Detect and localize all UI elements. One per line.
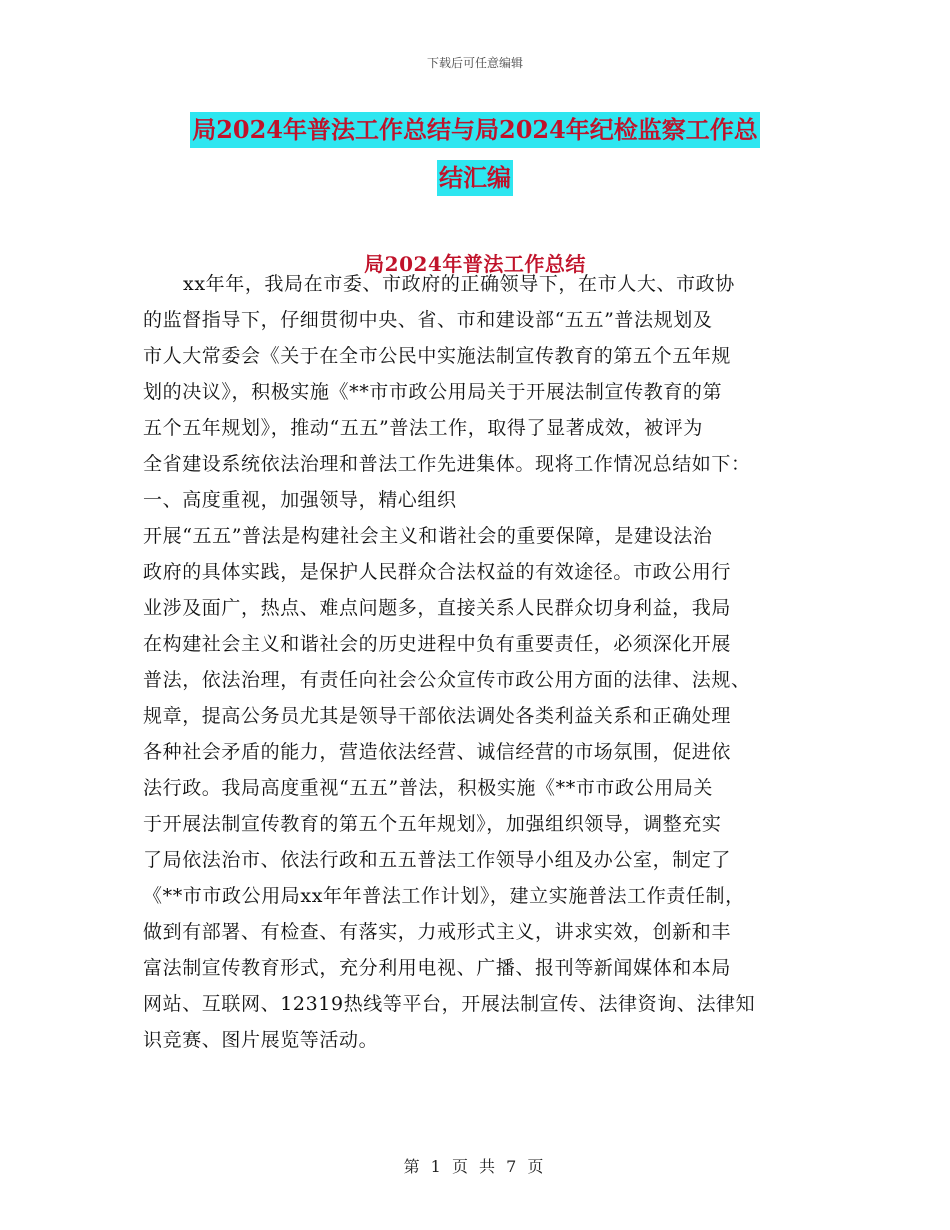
body-line: xx年年，我局在市委、市政府的正确领导下，在市人大、市政协 <box>183 273 735 295</box>
body-line: 各种社会矛盾的能力，营造依法经营、诚信经营的市场氛围，促进依 <box>143 741 732 763</box>
body-line: 识竞赛、图片展览等活动。 <box>143 1029 379 1051</box>
body-line: 市人大常委会《关于在全市公民中实施法制宣传教育的第五个五年规 <box>143 345 732 367</box>
body-line: 富法制宣传教育形式，充分利用电视、广播、报刊等新闻媒体和本局 <box>143 957 732 979</box>
body-line: 做到有部署、有检查、有落实，力戒形式主义，讲求实效，创新和丰 <box>143 921 732 943</box>
document-title-line-2: 结汇编 <box>437 160 513 196</box>
section-title: 局2024年普法工作总结 <box>364 252 586 276</box>
body-line: 网站、互联网、12319热线等平台，开展法制宣传、法律资询、法律知 <box>143 993 756 1015</box>
document-title-line-1: 局2024年普法工作总结与局2024年纪检监察工作总 <box>190 112 760 148</box>
body-line: 业涉及面广，热点、难点问题多，直接关系人民群众切身利益，我局 <box>143 597 732 619</box>
document-title <box>0 112 950 196</box>
body-line: 《**市市政公用局xx年年普法工作计划》，建立实施普法工作责任制， <box>143 885 745 907</box>
header-note: 下载后可任意编辑 <box>426 56 523 70</box>
body-line: 普法，依法治理，有责任向社会公众宣传市政公用方面的法律、法规、 <box>143 669 751 691</box>
body-line: 的监督指导下，仔细贯彻中央、省、市和建设部“五五”普法规划及 <box>143 309 713 331</box>
body-line: 政府的具体实践，是保护人民群众合法权益的有效途径。市政公用行 <box>143 561 732 583</box>
body-line: 于开展法制宣传教育的第五个五年规划》，加强组织领导，调整充实 <box>143 813 722 835</box>
body-line: 五个五年规划》，推动“五五”普法工作，取得了显著成效，被评为 <box>143 417 703 439</box>
body-line: 划的决议》，积极实施《**市市政公用局关于开展法制宣传教育的第 <box>143 381 723 403</box>
body-line: 规章，提高公务员尤其是领导干部依法调处各类利益关系和正确处理 <box>143 705 732 727</box>
body-line: 法行政。我局高度重视“五五”普法，积极实施《**市市政公用局关 <box>143 777 714 799</box>
page-footer: 第 1 页 共 7 页 <box>403 1157 547 1176</box>
body-line: 开展“五五”普法是构建社会主义和谐社会的重要保障，是建设法治 <box>143 525 713 547</box>
section-heading: 一、高度重视，加强领导，精心组织 <box>143 489 457 511</box>
body-line: 了局依法治市、依法行政和五五普法工作领导小组及办公室，制定了 <box>143 849 732 871</box>
body-line: 全省建设系统依法治理和普法工作先进集体。现将工作情况总结如下： <box>143 453 751 475</box>
body-line: 在构建社会主义和谐社会的历史进程中负有重要责任，必须深化开展 <box>143 633 732 655</box>
